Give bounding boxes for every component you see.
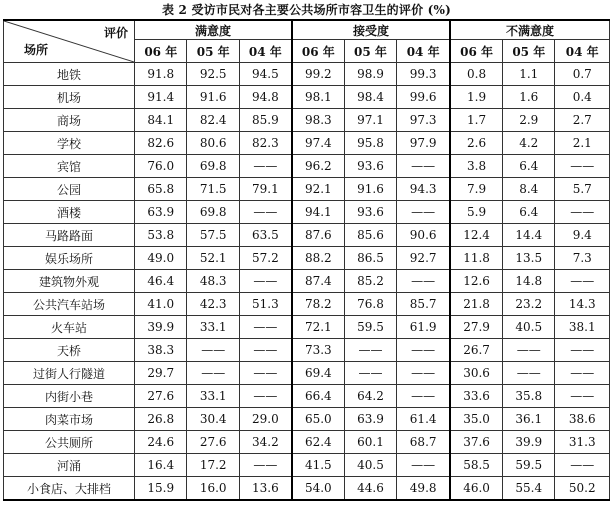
- value-cell: ——: [397, 201, 450, 224]
- table-row: [4, 431, 610, 454]
- value-cell: 21.8: [450, 293, 502, 316]
- value-cell: 36.1: [503, 408, 555, 431]
- value-cell: 60.1: [344, 431, 396, 454]
- value-cell: 30.6: [450, 362, 502, 385]
- value-cell: 68.7: [397, 431, 450, 454]
- value-cell: ——: [397, 270, 450, 293]
- value-cell: 85.6: [344, 224, 396, 247]
- value-cell: 87.6: [292, 224, 344, 247]
- value-cell: ——: [555, 362, 610, 385]
- year-header: 04 年: [555, 40, 610, 63]
- value-cell: 9.4: [555, 224, 610, 247]
- place-name-cell: 娱乐场所: [4, 247, 135, 270]
- table-row: [4, 201, 610, 224]
- value-cell: 1.1: [503, 63, 555, 86]
- value-cell: 62.4: [292, 431, 344, 454]
- value-cell: 1.9: [450, 86, 502, 109]
- table-row: [4, 270, 610, 293]
- year-header: 05 年: [187, 40, 239, 63]
- value-cell: 94.5: [239, 63, 291, 86]
- value-cell: 30.4: [187, 408, 239, 431]
- value-cell: ——: [239, 385, 291, 408]
- value-cell: 7.3: [555, 247, 610, 270]
- value-cell: 92.7: [397, 247, 450, 270]
- table-row: [4, 316, 610, 339]
- value-cell: ——: [397, 385, 450, 408]
- value-cell: ——: [503, 362, 555, 385]
- table-row: [4, 362, 610, 385]
- value-cell: 14.4: [503, 224, 555, 247]
- value-cell: 87.4: [292, 270, 344, 293]
- table-row: [4, 339, 610, 362]
- table-row: [4, 247, 610, 270]
- value-cell: 24.6: [135, 431, 187, 454]
- place-name-cell: 公共汽车站场: [4, 293, 135, 316]
- value-cell: ——: [555, 270, 610, 293]
- value-cell: 48.3: [187, 270, 239, 293]
- corner-header: [4, 20, 135, 63]
- year-header: 04 年: [397, 40, 450, 63]
- table-row: [4, 86, 610, 109]
- value-cell: 91.4: [135, 86, 187, 109]
- place-name-cell: 酒楼: [4, 201, 135, 224]
- corner-label-place: 场所: [24, 43, 49, 57]
- value-cell: 58.5: [450, 454, 502, 477]
- value-cell: 13.6: [239, 477, 291, 501]
- value-cell: 33.6: [450, 385, 502, 408]
- table-body: [4, 63, 610, 501]
- table-row: [4, 109, 610, 132]
- value-cell: 96.2: [292, 155, 344, 178]
- year-header: 05 年: [344, 40, 396, 63]
- place-name-cell: 公园: [4, 178, 135, 201]
- value-cell: 64.2: [344, 385, 396, 408]
- value-cell: 97.1: [344, 109, 396, 132]
- value-cell: 37.6: [450, 431, 502, 454]
- value-cell: ——: [397, 454, 450, 477]
- value-cell: 6.4: [503, 155, 555, 178]
- value-cell: ——: [397, 362, 450, 385]
- value-cell: 1.6: [503, 86, 555, 109]
- group-header-dissatisfaction: 不满意度: [450, 20, 609, 40]
- value-cell: 93.6: [344, 155, 396, 178]
- value-cell: 3.8: [450, 155, 502, 178]
- value-cell: 57.2: [239, 247, 291, 270]
- value-cell: 82.4: [187, 109, 239, 132]
- value-cell: 66.4: [292, 385, 344, 408]
- table-row: [4, 155, 610, 178]
- value-cell: 61.4: [397, 408, 450, 431]
- value-cell: 40.5: [344, 454, 396, 477]
- value-cell: 54.0: [292, 477, 344, 501]
- value-cell: 41.5: [292, 454, 344, 477]
- value-cell: 85.2: [344, 270, 396, 293]
- value-cell: 98.1: [292, 86, 344, 109]
- value-cell: 80.6: [187, 132, 239, 155]
- value-cell: ——: [555, 454, 610, 477]
- value-cell: 0.4: [555, 86, 610, 109]
- value-cell: ——: [239, 270, 291, 293]
- value-cell: 94.1: [292, 201, 344, 224]
- value-cell: 2.9: [503, 109, 555, 132]
- value-cell: 38.6: [555, 408, 610, 431]
- value-cell: ——: [239, 339, 291, 362]
- value-cell: 27.6: [135, 385, 187, 408]
- value-cell: 38.1: [555, 316, 610, 339]
- value-cell: 98.9: [344, 63, 396, 86]
- table-caption: 表 2 受访市民对各主要公共场所市容卫生的评价 (%): [161, 3, 452, 17]
- value-cell: ——: [187, 362, 239, 385]
- year-header: 05 年: [503, 40, 555, 63]
- value-cell: 27.9: [450, 316, 502, 339]
- value-cell: ——: [239, 201, 291, 224]
- value-cell: 95.8: [344, 132, 396, 155]
- value-cell: ——: [239, 362, 291, 385]
- value-cell: 23.2: [503, 293, 555, 316]
- value-cell: 99.3: [397, 63, 450, 86]
- value-cell: 46.4: [135, 270, 187, 293]
- value-cell: 5.9: [450, 201, 502, 224]
- value-cell: 65.0: [292, 408, 344, 431]
- value-cell: 92.5: [187, 63, 239, 86]
- value-cell: 73.3: [292, 339, 344, 362]
- value-cell: ——: [555, 155, 610, 178]
- place-name-cell: 机场: [4, 86, 135, 109]
- value-cell: 92.1: [292, 178, 344, 201]
- value-cell: 49.0: [135, 247, 187, 270]
- value-cell: 50.2: [555, 477, 610, 501]
- value-cell: 49.8: [397, 477, 450, 501]
- value-cell: ——: [397, 339, 450, 362]
- value-cell: ——: [555, 385, 610, 408]
- value-cell: ——: [344, 339, 396, 362]
- value-cell: 90.6: [397, 224, 450, 247]
- value-cell: 16.4: [135, 454, 187, 477]
- table-row: [4, 224, 610, 247]
- value-cell: ——: [187, 339, 239, 362]
- year-header: 06 年: [292, 40, 344, 63]
- value-cell: 52.1: [187, 247, 239, 270]
- value-cell: 91.6: [187, 86, 239, 109]
- value-cell: 17.2: [187, 454, 239, 477]
- place-name-cell: 小食店、大排档: [4, 477, 135, 501]
- value-cell: 97.3: [397, 109, 450, 132]
- value-cell: ——: [397, 155, 450, 178]
- value-cell: 63.9: [135, 201, 187, 224]
- table-row: [4, 385, 610, 408]
- value-cell: 40.5: [503, 316, 555, 339]
- value-cell: 59.5: [344, 316, 396, 339]
- value-cell: 35.0: [450, 408, 502, 431]
- group-header-satisfaction: 满意度: [135, 20, 292, 40]
- value-cell: 99.6: [397, 86, 450, 109]
- table-row: [4, 178, 610, 201]
- value-cell: 44.6: [344, 477, 396, 501]
- value-cell: 71.5: [187, 178, 239, 201]
- table-row: [4, 63, 610, 86]
- value-cell: ——: [239, 316, 291, 339]
- value-cell: ——: [344, 362, 396, 385]
- value-cell: 91.6: [344, 178, 396, 201]
- value-cell: 39.9: [135, 316, 187, 339]
- value-cell: 14.8: [503, 270, 555, 293]
- value-cell: 39.9: [503, 431, 555, 454]
- value-cell: 34.2: [239, 431, 291, 454]
- value-cell: 57.5: [187, 224, 239, 247]
- table-row: [4, 454, 610, 477]
- value-cell: 33.1: [187, 316, 239, 339]
- value-cell: 0.7: [555, 63, 610, 86]
- place-name-cell: 天桥: [4, 339, 135, 362]
- value-cell: 97.9: [397, 132, 450, 155]
- value-cell: 51.3: [239, 293, 291, 316]
- value-cell: 86.5: [344, 247, 396, 270]
- group-header-acceptance: 接受度: [292, 20, 450, 40]
- value-cell: 38.3: [135, 339, 187, 362]
- place-name-cell: 公共厕所: [4, 431, 135, 454]
- value-cell: 78.2: [292, 293, 344, 316]
- value-cell: 15.9: [135, 477, 187, 501]
- corner-label-evaluation: 评价: [104, 26, 129, 40]
- place-name-cell: 肉菜市场: [4, 408, 135, 431]
- value-cell: 61.9: [397, 316, 450, 339]
- value-cell: 1.7: [450, 109, 502, 132]
- value-cell: 72.1: [292, 316, 344, 339]
- evaluation-table: [3, 19, 610, 501]
- value-cell: 98.3: [292, 109, 344, 132]
- value-cell: 2.6: [450, 132, 502, 155]
- value-cell: 5.7: [555, 178, 610, 201]
- value-cell: 4.2: [503, 132, 555, 155]
- value-cell: 26.8: [135, 408, 187, 431]
- table-row: [4, 132, 610, 155]
- place-name-cell: 马路路面: [4, 224, 135, 247]
- value-cell: 14.3: [555, 293, 610, 316]
- value-cell: 97.4: [292, 132, 344, 155]
- value-cell: 31.3: [555, 431, 610, 454]
- value-cell: 29.7: [135, 362, 187, 385]
- value-cell: 82.6: [135, 132, 187, 155]
- place-name-cell: 过街人行隧道: [4, 362, 135, 385]
- header-row-groups: [4, 20, 610, 40]
- value-cell: 85.7: [397, 293, 450, 316]
- value-cell: 69.4: [292, 362, 344, 385]
- value-cell: 16.0: [187, 477, 239, 501]
- value-cell: 6.4: [503, 201, 555, 224]
- value-cell: 2.7: [555, 109, 610, 132]
- value-cell: 69.8: [187, 201, 239, 224]
- value-cell: ——: [555, 339, 610, 362]
- value-cell: 42.3: [187, 293, 239, 316]
- place-name-cell: 商场: [4, 109, 135, 132]
- value-cell: 8.4: [503, 178, 555, 201]
- value-cell: 76.0: [135, 155, 187, 178]
- table-row: [4, 477, 610, 501]
- place-name-cell: 内街小巷: [4, 385, 135, 408]
- value-cell: 76.8: [344, 293, 396, 316]
- year-header: 06 年: [135, 40, 187, 63]
- value-cell: 94.8: [239, 86, 291, 109]
- value-cell: ——: [239, 155, 291, 178]
- value-cell: 59.5: [503, 454, 555, 477]
- place-name-cell: 河涌: [4, 454, 135, 477]
- place-name-cell: 学校: [4, 132, 135, 155]
- value-cell: ——: [555, 201, 610, 224]
- value-cell: 12.6: [450, 270, 502, 293]
- value-cell: 26.7: [450, 339, 502, 362]
- value-cell: 29.0: [239, 408, 291, 431]
- value-cell: 0.8: [450, 63, 502, 86]
- year-header: 06 年: [450, 40, 502, 63]
- year-header: 04 年: [239, 40, 291, 63]
- value-cell: 35.8: [503, 385, 555, 408]
- value-cell: 13.5: [503, 247, 555, 270]
- value-cell: 82.3: [239, 132, 291, 155]
- value-cell: 94.3: [397, 178, 450, 201]
- value-cell: ——: [503, 339, 555, 362]
- value-cell: ——: [239, 454, 291, 477]
- value-cell: 33.1: [187, 385, 239, 408]
- value-cell: 98.4: [344, 86, 396, 109]
- value-cell: 63.9: [344, 408, 396, 431]
- table-row: [4, 408, 610, 431]
- value-cell: 84.1: [135, 109, 187, 132]
- table-row: [4, 293, 610, 316]
- place-name-cell: 火车站: [4, 316, 135, 339]
- value-cell: 91.8: [135, 63, 187, 86]
- value-cell: 12.4: [450, 224, 502, 247]
- value-cell: 7.9: [450, 178, 502, 201]
- place-name-cell: 建筑物外观: [4, 270, 135, 293]
- value-cell: 41.0: [135, 293, 187, 316]
- value-cell: 53.8: [135, 224, 187, 247]
- value-cell: 27.6: [187, 431, 239, 454]
- place-name-cell: 地铁: [4, 63, 135, 86]
- value-cell: 79.1: [239, 178, 291, 201]
- place-name-cell: 宾馆: [4, 155, 135, 178]
- value-cell: 85.9: [239, 109, 291, 132]
- value-cell: 93.6: [344, 201, 396, 224]
- value-cell: 99.2: [292, 63, 344, 86]
- value-cell: 11.8: [450, 247, 502, 270]
- value-cell: 2.1: [555, 132, 610, 155]
- value-cell: 88.2: [292, 247, 344, 270]
- value-cell: 63.5: [239, 224, 291, 247]
- value-cell: 46.0: [450, 477, 502, 501]
- value-cell: 55.4: [503, 477, 555, 501]
- value-cell: 69.8: [187, 155, 239, 178]
- value-cell: 65.8: [135, 178, 187, 201]
